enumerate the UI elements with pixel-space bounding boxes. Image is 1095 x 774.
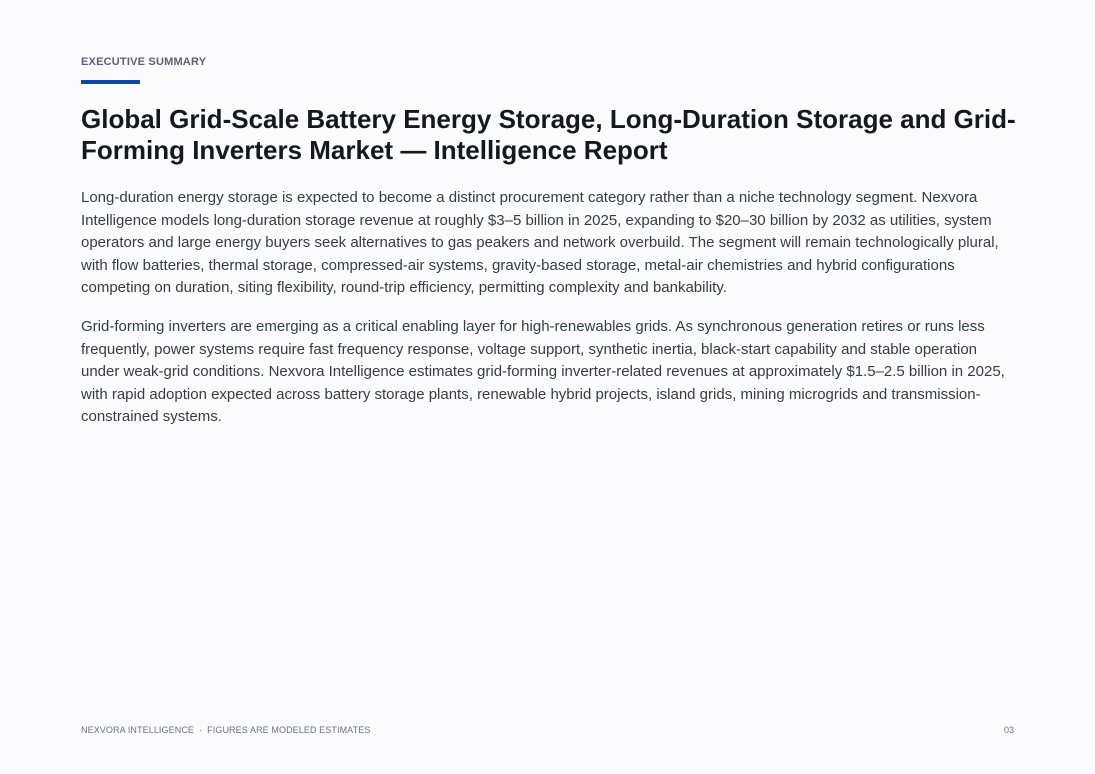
footer-note xyxy=(81,725,370,735)
accent-bar xyxy=(81,80,140,84)
footer-separator: · xyxy=(199,725,203,735)
footer-disclaimer: FIGURES ARE MODELED ESTIMATES xyxy=(207,725,371,735)
section-eyebrow: EXECUTIVE SUMMARY xyxy=(81,56,207,68)
footer-brand: NEXVORA INTELLIGENCE xyxy=(81,725,195,735)
report-page xyxy=(81,0,1016,774)
page-title: Global Grid-Scale Battery Energy Storage, Long-Duration Storage and Grid-Forming Inverters Market — Intelligence Report xyxy=(81,104,1016,165)
summary-paragraph-2: Grid-forming inverters are emerging as a critical enabling layer for high-renewables grids. As synchronous generation retires or runs less frequently, power systems require fast frequency response, voltage support, synthetic inertia, black-start capability and stable operation under weak-grid conditions. Nexvora Intelligence estimates grid-forming inverter-related revenues at approximately $1.5–2.5 billion in 2025, with rapid adoption expected across battery storage plants, renewable hybrid projects, island grids, mining microgrids and transmission-constrained systems. xyxy=(81,318,1005,426)
page-number: 03 xyxy=(1003,725,1014,735)
summary-paragraph-1: Long-duration energy storage is expected to become a distinct procurement category rather than a niche technology segment. Nexvora Intelligence models long-duration storage revenue at roughly $3–5 billion in 2025, expanding to $20–30 billion by 2032 as utilities, system operators and large energy buyers seek alternatives to gas peakers and network overbuild. The segment will remain technologically plural, with flow batteries, thermal storage, compressed-air systems, gravity-based storage, metal-air chemistries and hybrid configurations competing on duration, siting flexibility, round-trip efficiency, permitting complexity and bankability. xyxy=(81,189,999,297)
